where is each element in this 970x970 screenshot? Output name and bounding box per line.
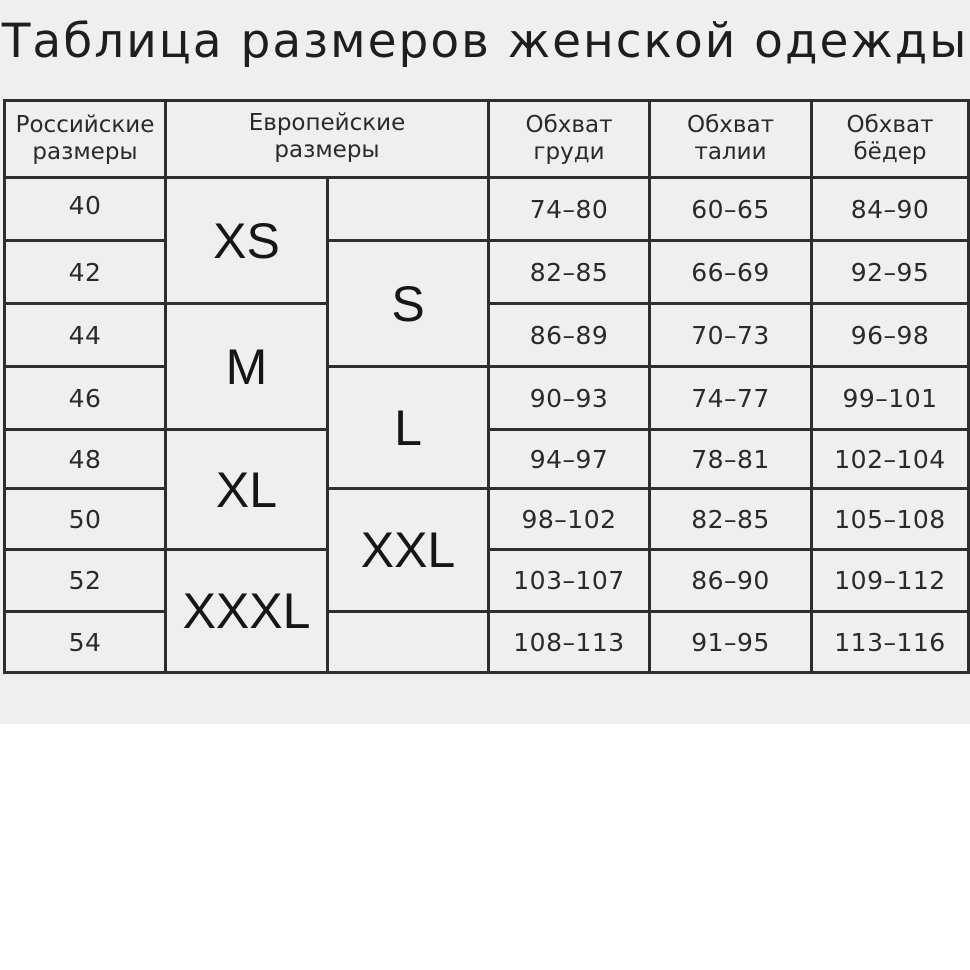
hips-cell: 99–101 bbox=[810, 365, 970, 431]
ru-size-cell: 50 bbox=[3, 487, 167, 551]
waist-cell: 78–81 bbox=[648, 428, 813, 490]
hips-cell: 92–95 bbox=[810, 239, 970, 305]
chest-cell: 98–102 bbox=[487, 487, 651, 551]
waist-cell: 66–69 bbox=[648, 239, 813, 305]
header-chest: Обхват груди bbox=[487, 99, 651, 179]
waist-cell: 86–90 bbox=[648, 548, 813, 613]
waist-cell: 91–95 bbox=[648, 610, 813, 674]
waist-cell: 74–77 bbox=[648, 365, 813, 431]
waist-cell: 82–85 bbox=[648, 487, 813, 551]
eu-size-cell: XS bbox=[164, 176, 329, 305]
chest-cell: 103–107 bbox=[487, 548, 651, 613]
ru-size-cell: 40 bbox=[3, 176, 167, 242]
chest-cell: 82–85 bbox=[487, 239, 651, 305]
ru-size-cell: 52 bbox=[3, 548, 167, 613]
ru-size-cell: 44 bbox=[3, 302, 167, 368]
chest-cell: 108–113 bbox=[487, 610, 651, 674]
waist-cell: 70–73 bbox=[648, 302, 813, 368]
hips-cell: 113–116 bbox=[810, 610, 970, 674]
chest-cell: 74–80 bbox=[487, 176, 651, 242]
hips-cell: 109–112 bbox=[810, 548, 970, 613]
hips-cell: 84–90 bbox=[810, 176, 970, 242]
page-title: Таблица размеров женской одежды bbox=[1, 14, 969, 69]
eu-size-empty-cell bbox=[326, 610, 490, 674]
eu-size-cell: XL bbox=[164, 428, 329, 551]
eu-size-cell: XXXL bbox=[164, 548, 329, 674]
chest-cell: 86–89 bbox=[487, 302, 651, 368]
hips-cell: 102–104 bbox=[810, 428, 970, 490]
eu-size-cell: XXL bbox=[326, 487, 490, 613]
header-european-sizes: Европейские размеры bbox=[164, 99, 490, 179]
chest-cell: 90–93 bbox=[487, 365, 651, 431]
hips-cell: 96–98 bbox=[810, 302, 970, 368]
eu-size-cell: L bbox=[326, 365, 490, 490]
header-russian-sizes: Российские размеры bbox=[3, 99, 167, 179]
header-hips: Обхват бёдер bbox=[810, 99, 970, 179]
hips-cell: 105–108 bbox=[810, 487, 970, 551]
eu-size-empty-cell bbox=[326, 176, 490, 242]
waist-cell: 60–65 bbox=[648, 176, 813, 242]
ru-size-cell: 46 bbox=[3, 365, 167, 431]
ru-size-cell: 54 bbox=[3, 610, 167, 674]
header-waist: Обхват талии bbox=[648, 99, 813, 179]
ru-size-cell: 42 bbox=[3, 239, 167, 305]
eu-size-cell: S bbox=[326, 239, 490, 368]
eu-size-cell: M bbox=[164, 302, 329, 431]
ru-size-cell: 48 bbox=[3, 428, 167, 490]
chest-cell: 94–97 bbox=[487, 428, 651, 490]
